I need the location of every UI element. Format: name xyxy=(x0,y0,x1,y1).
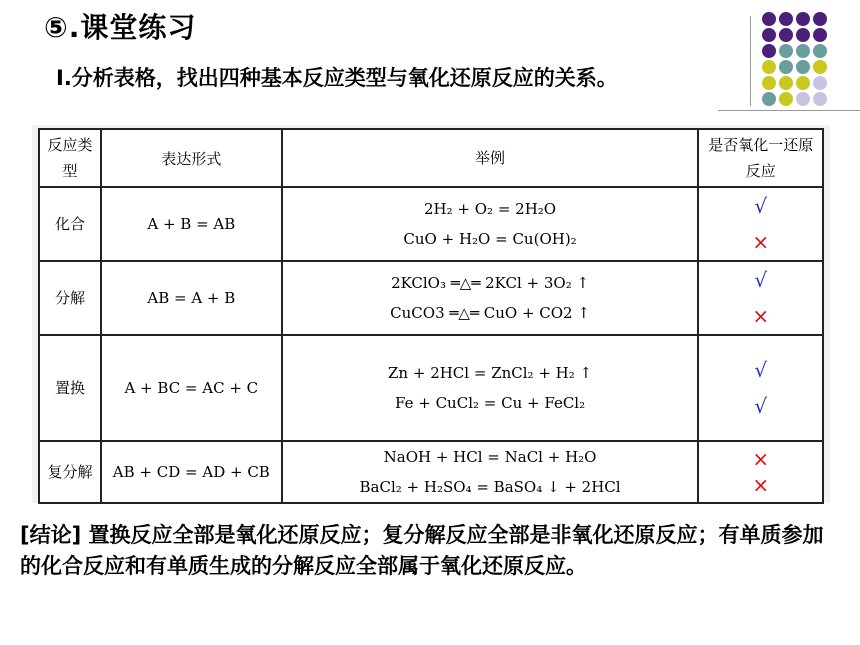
example-line: CuO + H₂O = Cu(OH)₂ xyxy=(403,230,577,248)
row-examples xyxy=(282,441,699,503)
row-expression: A + BC = AC + C xyxy=(101,335,282,441)
table-row xyxy=(39,335,823,441)
decorative-dot xyxy=(796,44,810,58)
decorative-dot-grid xyxy=(744,12,860,112)
example-line: 2KClO₃ ═△═ 2KCl + 3O₂ ↑ xyxy=(391,274,590,292)
decorative-dot xyxy=(779,60,793,74)
table-header-row xyxy=(39,129,823,187)
row-expression: A + B = AB xyxy=(101,187,282,261)
decorative-dot xyxy=(762,44,776,58)
decorative-dot xyxy=(796,92,810,106)
decorative-dot xyxy=(779,92,793,106)
decorative-dot xyxy=(779,28,793,42)
conclusion-text: [结论] 置换反应全部是氧化还原反应；复分解反应全部是非氧化还原反应；有单质参加的化合反应和有单质生成的分解反应全部属于氧化还原反应。 xyxy=(20,523,824,578)
decorative-dot xyxy=(762,76,776,90)
row-examples xyxy=(282,335,699,441)
decorative-dot xyxy=(779,76,793,90)
decorative-dot xyxy=(813,76,827,90)
row-type: 分解 xyxy=(39,261,101,335)
example-line: NaOH + HCl = NaCl + H₂O xyxy=(383,448,597,466)
example-line: Fe + CuCl₂ = Cu + FeCl₂ xyxy=(395,394,586,412)
header-expression: 表达形式 xyxy=(101,129,282,187)
check-mark: √ xyxy=(754,194,768,218)
row-examples xyxy=(282,261,699,335)
example-line: Zn + 2HCl = ZnCl₂ + H₂ ↑ xyxy=(388,364,593,382)
decorative-dot xyxy=(762,28,776,42)
row-type: 置换 xyxy=(39,335,101,441)
row-expression: AB = A + B xyxy=(101,261,282,335)
cross-mark: × xyxy=(752,473,770,497)
decorative-dot xyxy=(813,60,827,74)
example-line: 2H₂ + O₂ = 2H₂O xyxy=(424,200,557,218)
check-mark: √ xyxy=(754,394,768,418)
row-marks xyxy=(698,261,823,335)
row-marks xyxy=(698,187,823,261)
table-row xyxy=(39,441,823,503)
decorative-dot xyxy=(796,12,810,26)
decorative-dot xyxy=(762,60,776,74)
row-type: 化合 xyxy=(39,187,101,261)
header-is-redox: 是否氧化一还原反应 xyxy=(698,129,823,187)
table-row xyxy=(39,261,823,335)
slide-subtitle: Ⅰ.分析表格，找出四种基本反应类型与氧化还原反应的关系。 xyxy=(56,66,618,90)
decorative-dot xyxy=(813,92,827,106)
row-marks xyxy=(698,335,823,441)
header-example: 举例 xyxy=(282,129,699,187)
header-reaction-type: 反应类型 xyxy=(39,129,101,187)
decorative-dot xyxy=(779,12,793,26)
decorative-dot xyxy=(779,44,793,58)
decorative-dot xyxy=(762,12,776,26)
decorative-dot xyxy=(813,44,827,58)
cross-mark: × xyxy=(752,447,770,471)
reaction-type-table xyxy=(38,128,824,504)
check-mark: √ xyxy=(754,358,768,382)
decorative-dot xyxy=(762,92,776,106)
row-examples xyxy=(282,187,699,261)
table-row xyxy=(39,187,823,261)
decorative-dot xyxy=(796,28,810,42)
decorative-dot xyxy=(796,60,810,74)
cross-mark: × xyxy=(752,304,770,328)
cross-mark: × xyxy=(752,230,770,254)
example-line: BaCl₂ + H₂SO₄ = BaSO₄ ↓ + 2HCl xyxy=(359,478,621,496)
row-marks xyxy=(698,441,823,503)
decorative-vertical-line xyxy=(750,16,751,106)
row-expression: AB + CD = AD + CB xyxy=(101,441,282,503)
example-line: CuCO3 ═△═ CuO + CO2 ↑ xyxy=(390,304,590,322)
decorative-dot xyxy=(813,12,827,26)
row-type: 复分解 xyxy=(39,441,101,503)
decorative-dot xyxy=(796,76,810,90)
slide-title: ⑤.课堂练习 xyxy=(44,11,197,44)
check-mark: √ xyxy=(754,268,768,292)
decorative-horizontal-line xyxy=(718,110,860,111)
decorative-dot xyxy=(813,28,827,42)
